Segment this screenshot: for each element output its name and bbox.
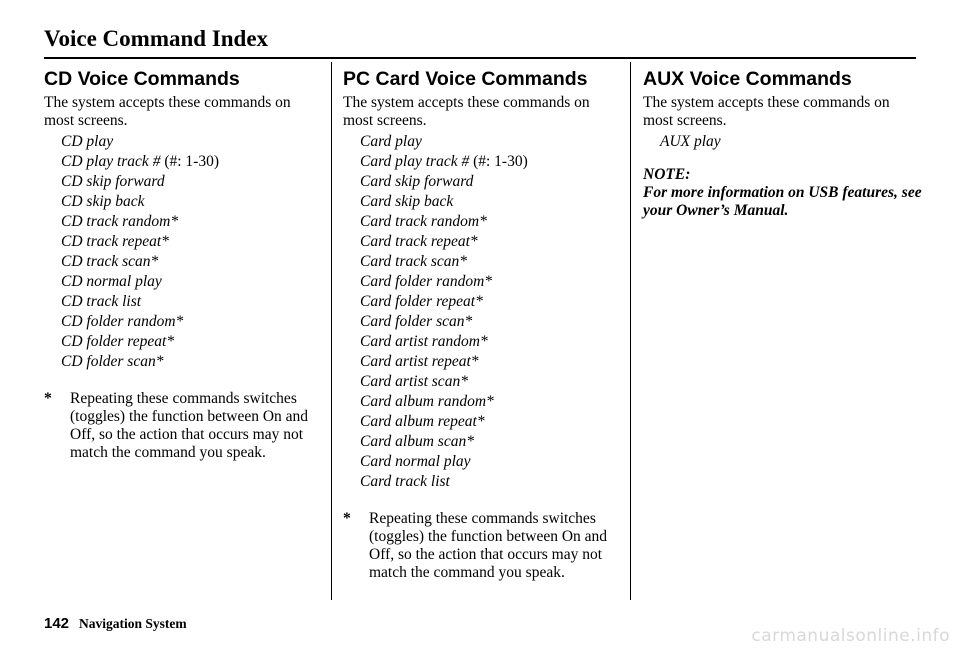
command-range: (#: 1-30) [469,153,528,170]
command-item [360,332,623,352]
command-item [61,292,324,312]
command-text: Card track scan* [360,253,468,270]
command-text: Card track list [360,473,450,490]
command-text: Card album repeat* [360,413,485,430]
command-text: CD track scan* [61,253,159,270]
command-text: Card folder random* [360,273,493,290]
command-item [61,332,324,352]
command-item [360,372,623,392]
command-item [61,352,324,372]
command-text: CD folder random* [61,313,184,330]
aux-intro: The system accepts these commands on most screens. [643,94,890,129]
aux-command-list [643,132,923,152]
command-item [360,172,623,192]
note-text: For more information on USB features, see your Owner’s Manual. [643,184,922,219]
command-text: Card artist repeat* [360,353,479,370]
pc-intro: The system accepts these commands on most screens. [343,94,590,129]
aux-heading: AUX Voice Commands [643,68,852,90]
command-item [660,132,923,152]
footnote-text: Repeating these commands switches (toggles) the function between On and Off, so the action that occurs may not match the command you speak. [369,510,608,581]
command-item [61,232,324,252]
footnote-text: Repeating these commands switches (toggles) the function between On and Off, so the action that occurs may not match the command you speak. [70,390,309,461]
cd-commands-section [44,67,324,462]
footnote-mark: * [343,510,351,527]
command-text: Card album random* [360,393,494,410]
command-text: Card skip back [360,193,454,210]
footnote-mark: * [44,390,52,407]
command-item [360,452,623,472]
command-item [61,272,324,292]
command-text: Card skip forward [360,173,474,190]
title-rule [44,57,916,59]
command-text: Card play track # [360,153,470,170]
page-footer [44,615,187,633]
cd-command-list [44,132,324,372]
footer-label: Navigation System [79,616,187,631]
command-item [61,132,324,152]
watermark: carmanualsonline.info [751,626,950,646]
command-item [360,272,623,292]
command-item [61,192,324,212]
command-item [360,392,623,412]
pc-footnote [343,510,623,582]
command-text: CD play [61,133,114,150]
command-text: CD track random* [61,213,179,230]
command-range: (#: 1-30) [160,153,219,170]
aux-commands-section [643,67,923,220]
command-text: Card artist scan* [360,373,468,390]
command-text: Card album scan* [360,433,474,450]
command-item [360,312,623,332]
command-item [360,212,623,232]
command-item [61,172,324,192]
command-text: Card normal play [360,453,471,470]
command-text: CD normal play [61,273,162,290]
command-text: CD folder scan* [61,353,164,370]
command-item [360,432,623,452]
command-text: AUX play [660,133,721,150]
command-text: CD play track # [61,153,161,170]
column-divider [331,62,332,600]
command-text: CD folder repeat* [61,333,175,350]
cd-intro: The system accepts these commands on most screens. [44,94,291,129]
command-item [360,412,623,432]
command-item [360,192,623,212]
command-text: CD track list [61,293,142,310]
command-text: Card artist random* [360,333,488,350]
command-item [360,292,623,312]
command-item [360,132,623,152]
command-text: Card folder repeat* [360,293,483,310]
command-item [360,232,623,252]
cd-footnote [44,390,324,462]
page-number: 142 [44,615,70,632]
page-title: Voice Command Index [44,26,269,51]
command-text: CD track repeat* [61,233,169,250]
command-text: CD skip back [61,193,145,210]
note-label: NOTE: [643,166,691,183]
column-divider [630,62,631,600]
command-item [61,152,324,172]
command-item [360,152,623,172]
command-item [61,312,324,332]
command-text: Card folder scan* [360,313,473,330]
command-item [360,252,623,272]
command-item [360,352,623,372]
cd-heading: CD Voice Commands [44,68,240,90]
pc-card-commands-section [343,67,623,582]
command-item [360,472,623,492]
command-text: Card play [360,133,422,150]
command-text: Card track random* [360,213,487,230]
pc-command-list [343,132,623,492]
command-item [61,212,324,232]
command-text: CD skip forward [61,173,165,190]
command-item [61,252,324,272]
command-text: Card track repeat* [360,233,478,250]
pc-heading: PC Card Voice Commands [343,68,588,90]
